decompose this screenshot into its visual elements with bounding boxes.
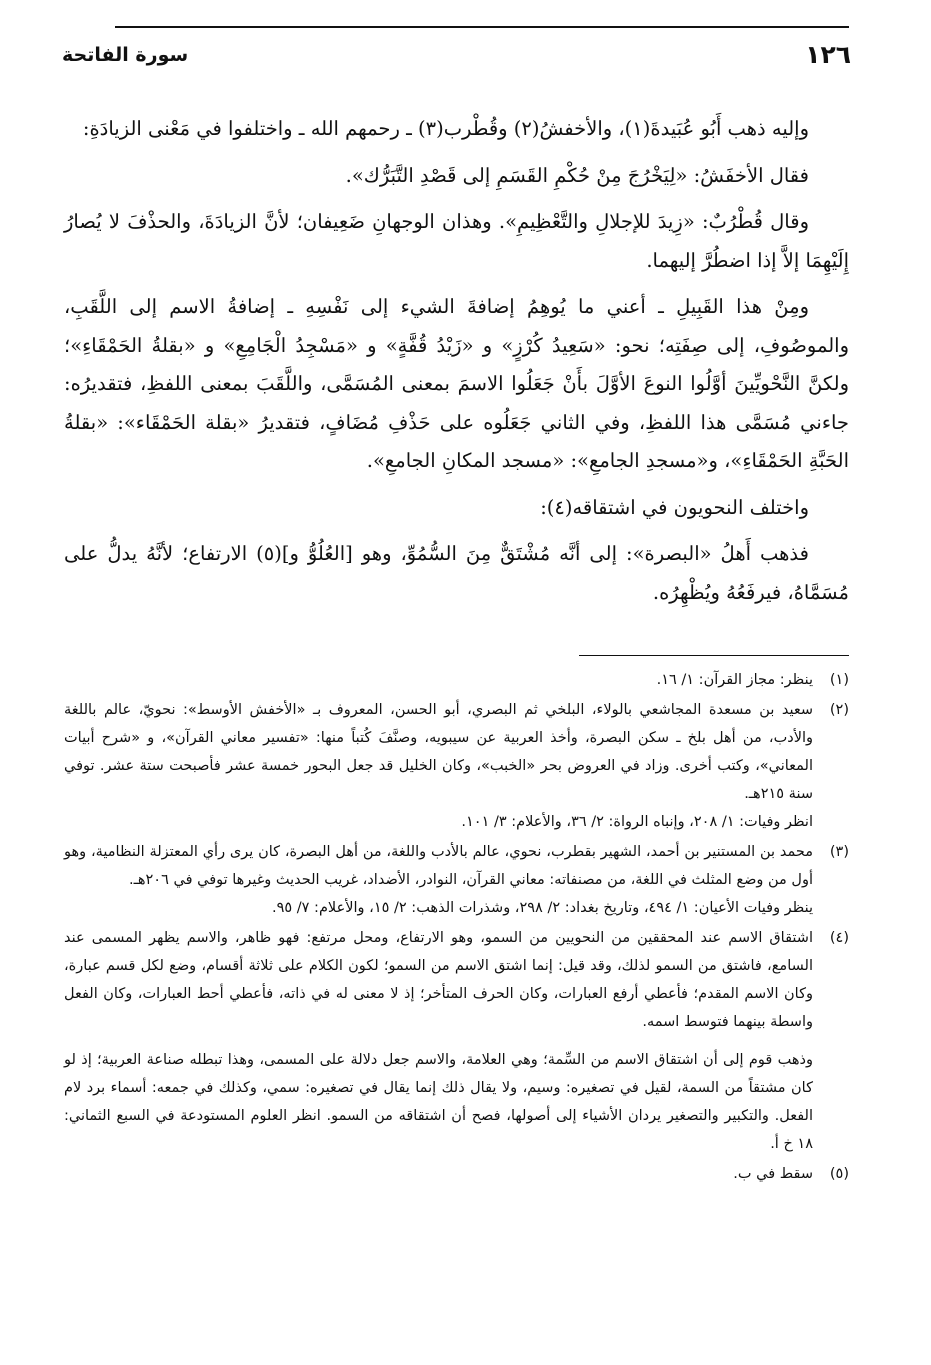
- main-paragraph: وقال قُطْرُبٌ: «زِيدَ للإجلالِ والتَّعْظِيمِ». وهذان الوجهانِ ضَعِيفان؛ لأنَّ الزيادَةَ، والحذْفَ لا يُصارُ إِلَيْهِمَا إلاَّ إذا اضطُرَّ إليهما.: [64, 210, 849, 272]
- main-paragraph: فقال الأخفَشُ: «لِيَخْرُجَ مِنْ حُكْمِ القَسَمِ إلى قَصْدِ التَّبَرُّك».: [345, 163, 809, 187]
- footnote-number: (٥): [829, 1166, 849, 1182]
- footnote-text: سعيد بن مسعدة المجاشعي بالولاء، البلخي ثم البصري، أبو الحسن، المعروف بـ «الأخفش الأوسط»: نحويّ، عالم باللغة والأدب، من أهل بلخ ـ سكن البصرة، وأخذ العربية عن سيبويه، وصنَّفَ كُتباً منها: «تفسير معاني القرآن»، و «شرح أبيات المعاني»، وكتب أخرى. وزاد في العروض بحر «الخبب»، وكان الخليل قد جعل البحور خمسة عشر فأصبحت ستة عشر. توفي سنة ٢١٥هـ.: [64, 702, 813, 802]
- footnote-text: محمد بن المستنير بن أحمد، الشهير بقطرب، نحوي، عالم بالأدب واللغة، من أهل البصرة، كان يرى رأي المعتزلة النظامية، وهو أول من وضع المثلث في اللغة، من مصنفاته: معاني القرآن، النوادر، الأضداد، غريب الحديث وغيرها توفي في ٢٠٦هـ.: [64, 844, 813, 888]
- footnotes: [64, 666, 849, 1190]
- footnote-divider: [579, 655, 849, 656]
- footnote-second-paragraph: وذهب قوم إلى أن اشتقاق الاسم من السِّمة؛ وهي العلامة، والاسم جعل دلالة على المسمى، وهذا تبطله صناعة العربية؛ إذ لو كان مشتقاً من السمة، لقيل في تصغيره: وسيم، ولا يقال ذلك إنما يقال في تصغيره: سمي، وكذلك في جمعه: أسماء برد لام الفعل. والتكبير والتصغير يردان الأشياء إلى أصولها، فصح أن اشتقاقه من السمو. انظر العلوم المستودعة في السبع الثماني: ١٨ خ أ.: [64, 1052, 813, 1152]
- footnote-5: [64, 1160, 849, 1188]
- footnote-3: [64, 838, 849, 922]
- header-divider: [115, 26, 849, 28]
- footnote-2: [64, 696, 849, 836]
- footnote-number: (٢): [829, 702, 849, 718]
- main-paragraph: واختلف النحويون في اشتقاقه(٤):: [540, 495, 809, 519]
- footnote-4: [64, 924, 849, 1158]
- footnote-number: (٣): [829, 844, 849, 860]
- surah-title: سورة الفاتحة: [62, 44, 189, 66]
- footnote-number: (١): [829, 672, 849, 688]
- footnote-reference: ينظر وفيات الأعيان: ١/ ٤٩٤، وتاريخ بغداد: ٢/ ٢٩٨، وشذرات الذهب: ٢/ ١٥، والأعلام: ٧/ ٩٥.: [271, 900, 813, 916]
- footnote-reference: انظر وفيات: ١/ ٢٠٨، وإنباه الرواة: ٢/ ٣٦، والأعلام: ٣/ ١٠١.: [461, 814, 813, 830]
- footnote-text: سقط في ب.: [733, 1166, 813, 1182]
- page-header: [62, 38, 851, 78]
- main-paragraph: وإليه ذهب أَبُو عُبَيدةَ(١)، والأخفشُ(٢) وقُطْرب(٣) ـ رحمهم الله ـ واختلفوا في مَعْنى الزيادَةِ:: [82, 117, 809, 140]
- footnote-text: اشتقاق الاسم عند المحققين من النحويين من السمو، وهو الارتفاع، ومحل مرتفع: فهو ظاهر، والاسم يظهر المسمى عند السامع، فاشتق من السمو لذلك، وقد قيل: إنما اشتق الاسم من السمو؛ لكون الكلام على ثلاثة أقسام، وضع لكل قسم عبارة، وكان الاسم المقدم؛ فأعطي أرفع العبارات، وكان الحرف المتأخر؛ إذ لا معنى له في ذاته، فأعطي أحط العبارات، وكان الفعل واسطة بينهما فتوسط اسمه.: [64, 930, 813, 1030]
- footnote-text: ينظر: مجاز القرآن: ١/ ١٦.: [656, 672, 813, 688]
- main-paragraph: ومِنْ هذا القَبِيلِ ـ أعني ما يُوهِمُ إضافةَ الشيء إلى نَفْسِهِ ـ إضافةُ الاسم إلى اللَّقَبِ، والموصُوفِ، إلى صِفَتِه؛ نحو: «سَعِيدُ كُرْزٍ» و «زَيْدُ قُفَّةٍ» و «مَسْجِدُ الْجَامِعِ» و «بقلةُ الحَمْقَاءِ»؛ ولكنَّ النَّحْويِّينَ أوَّلُوا النوعَ الأوَّلَ بأَنْ جَعَلُوا الاسمَ بمعنى المُسَمَّى، واللَّقَبَ بمعنى اللفظِ، فتقديرُه: جاءني مُسَمَّى هذا اللفظِ، وفي الثاني جَعَلُوه على حَذْفِ مُضَافٍ، فتقديرُ «بقلة الحَمْقَاء»: «بقلةُ الحَبَّةِ الحَمْقَاءِ»، و«مسجدِ الجامعِ»: «مسجد المكانِ الجامعِ».: [64, 295, 849, 472]
- footnote-1: [64, 666, 849, 694]
- page-number: ١٢٦: [805, 40, 851, 69]
- main-text: [64, 110, 849, 620]
- footnote-number: (٤): [829, 930, 849, 946]
- main-paragraph: فذهب أَهلُ «البصرة»: إلى أنَّه مُشْتَقٌّ مِنَ السُّمُوِّ، وهو [العُلُوُّ و](٥) الارتفاع؛ لأنَّهُ يدلُّ على مُسَمَّاهُ، فيرفَعُهُ ويُظْهِرُه.: [64, 542, 849, 604]
